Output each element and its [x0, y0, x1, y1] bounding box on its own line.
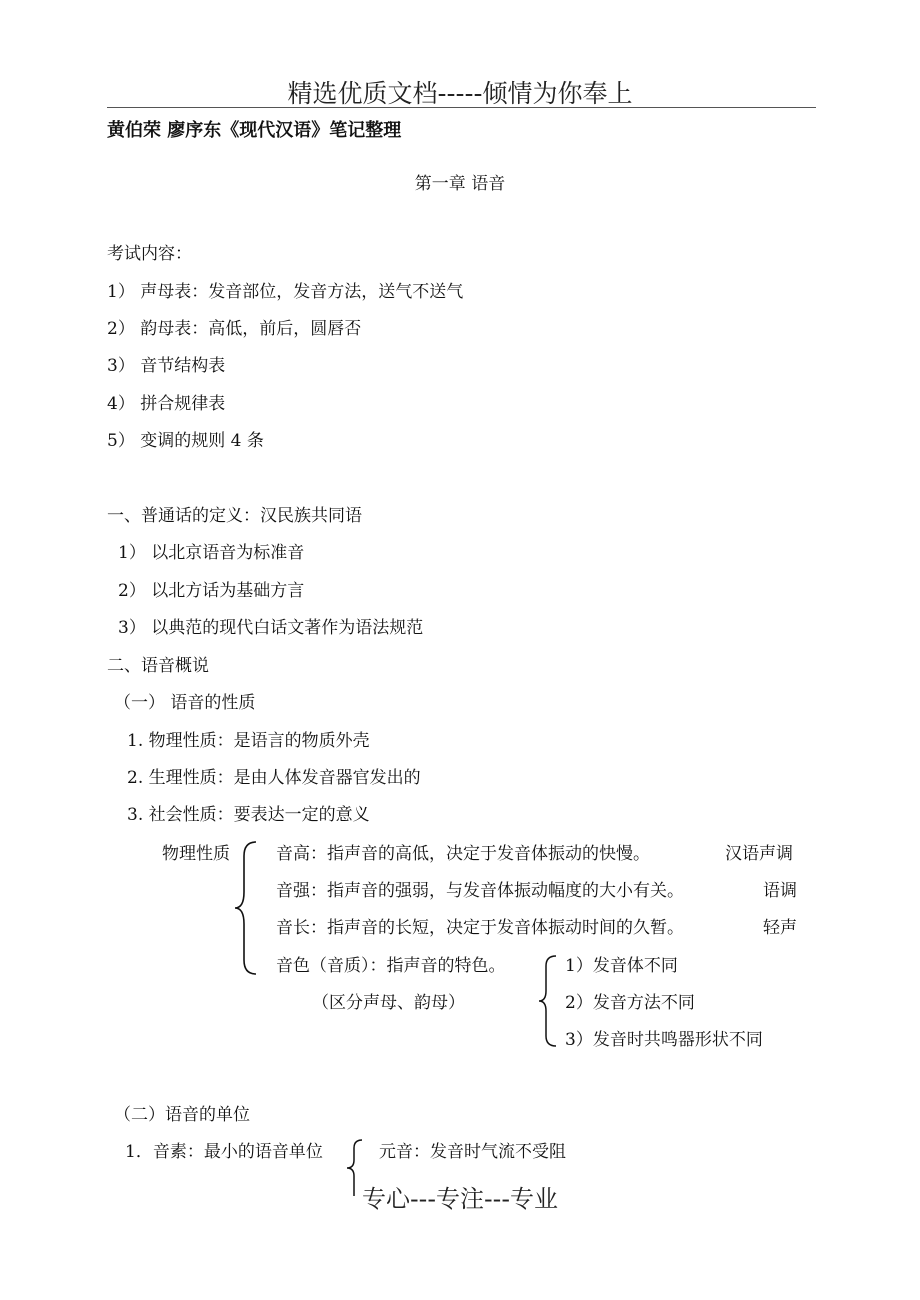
timbre-note: （区分声母、韵母）: [312, 993, 465, 1013]
timbre-cause: 3）发音时共鸣器形状不同: [565, 1030, 763, 1050]
page-header: 精选优质文档-----倾情为你奉上: [287, 79, 633, 108]
page-footer: 专心---专注---专业: [362, 1185, 558, 1213]
section-heading: 一、普通话的定义：汉民族共同语: [107, 506, 362, 526]
list-item: 2. 生理性质：是由人体发音器官发出的: [127, 768, 421, 788]
subsection-heading: （二）语音的单位: [114, 1105, 250, 1125]
physics-note: 语调: [763, 881, 797, 901]
physics-row: 音长：指声音的长短，决定于发音体振动时间的久暂。: [276, 918, 684, 938]
physics-row: 音高：指声音的高低，决定于发音体振动的快慢。: [276, 844, 650, 864]
timbre-cause: 2）发音方法不同: [565, 993, 695, 1013]
list-item: 1） 以北京语音为标准音: [118, 543, 305, 563]
header-divider: [107, 107, 816, 108]
section-heading: 二、语音概说: [107, 656, 209, 676]
timbre-cause: 1）发音体不同: [565, 956, 678, 976]
physics-row: 音强：指声音的强弱，与发音体振动幅度的大小有关。: [276, 881, 684, 901]
list-item: 3） 以典范的现代白话文著作为语法规范: [118, 618, 424, 638]
list-item: 3. 社会性质：要表达一定的意义: [127, 805, 370, 825]
list-item: 2） 以北方话为基础方言: [118, 581, 305, 601]
exam-item: 5） 变调的规则 4 条: [107, 431, 264, 451]
phoneme-label: 1．音素：最小的语音单位: [125, 1142, 323, 1162]
exam-item: 1） 声母表：发音部位，发音方法，送气不送气: [107, 282, 464, 302]
physics-label: 物理性质: [162, 844, 230, 864]
exam-item: 4） 拼合规律表: [107, 394, 226, 414]
list-item: 1. 物理性质：是语言的物质外壳: [127, 731, 370, 751]
left-brace: [536, 954, 560, 1048]
subsection-heading: （一） 语音的性质: [114, 693, 256, 713]
physics-note: 汉语声调: [725, 844, 793, 864]
physics-note: 轻声: [763, 918, 797, 938]
phoneme-item: 元音：发音时气流不受阻: [379, 1142, 566, 1162]
exam-item: 3） 音节结构表: [107, 356, 226, 376]
document-title: 黄伯荣 廖序东《现代汉语》笔记整理: [107, 120, 402, 141]
left-brace: [232, 840, 260, 976]
exam-item: 2） 韵母表：高低，前后，圆唇否: [107, 319, 362, 339]
physics-row: 音色（音质）：指声音的特色。: [276, 956, 506, 976]
chapter-title: 第一章 语音: [414, 174, 506, 194]
exam-heading: 考试内容：: [107, 244, 192, 264]
